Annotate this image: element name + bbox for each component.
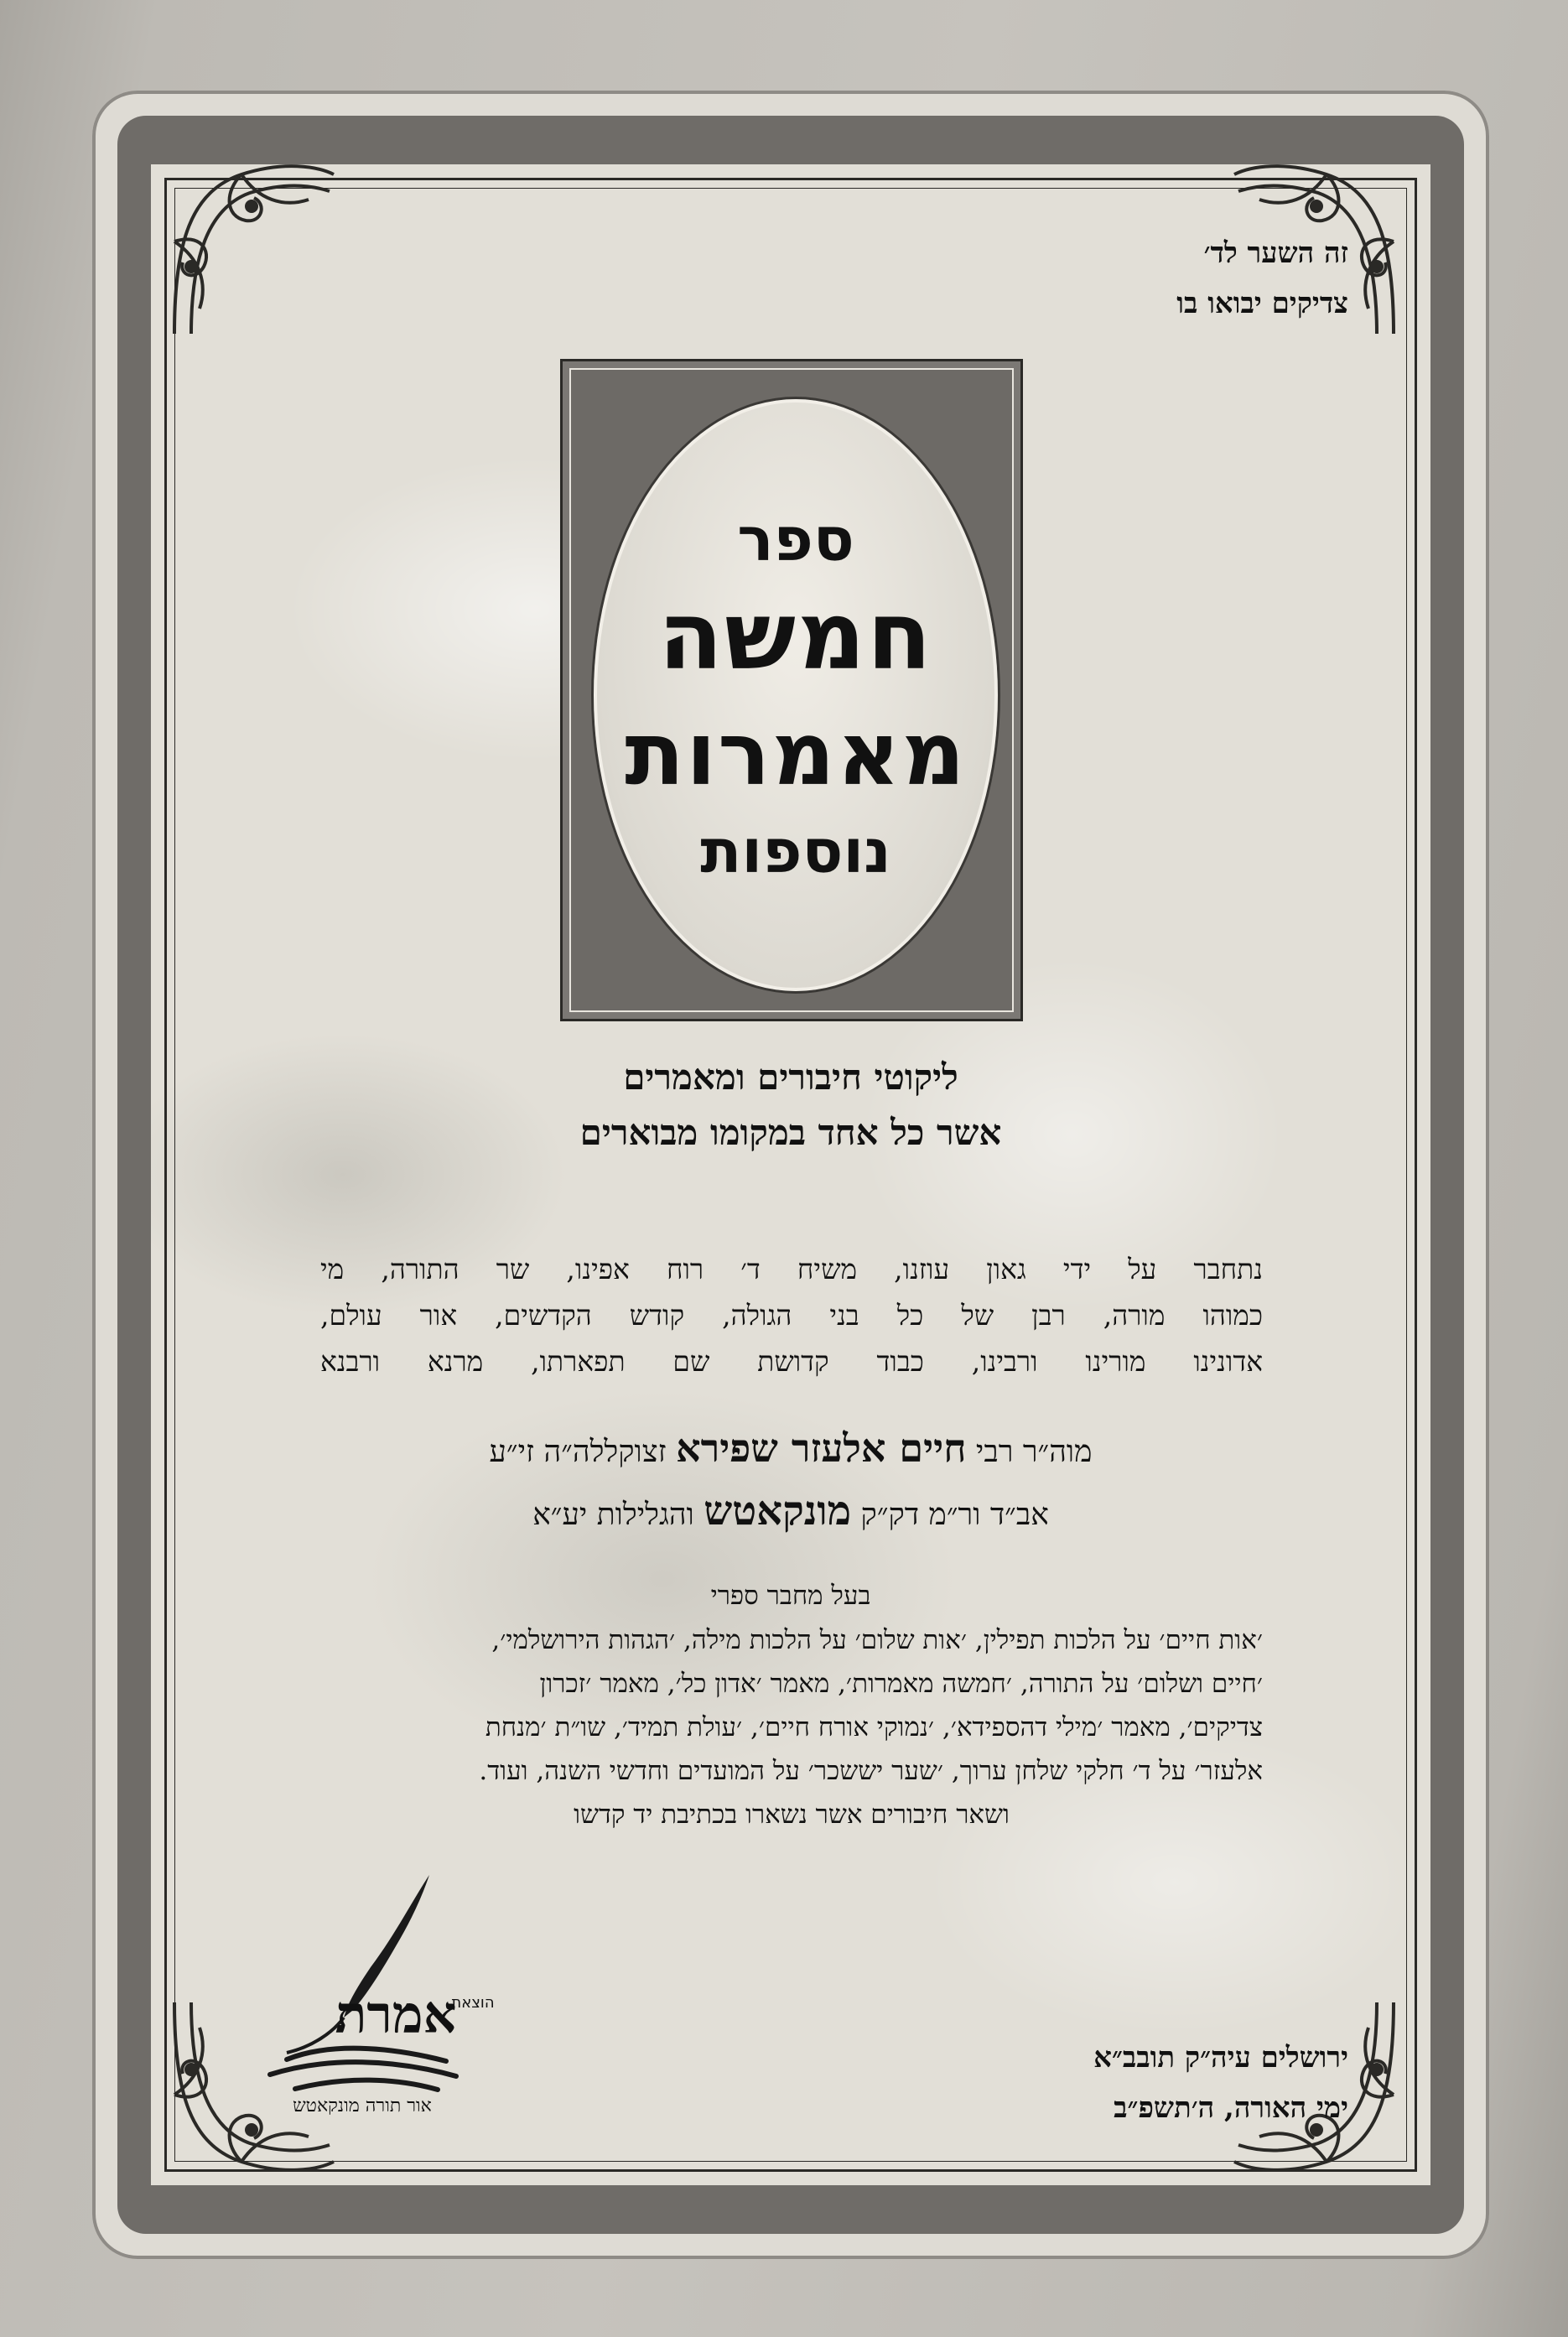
author-intro-line-2: כמוהו מורה, רבן של כל בני הגולה, קודש הקדשים, אור עולם, <box>320 1299 1264 1332</box>
publisher-logo-word: אמרת <box>335 1984 457 2045</box>
author-name-line-2 <box>151 1482 1430 1545</box>
corner-ornament-top-left <box>141 141 350 351</box>
author-intro <box>320 1246 1263 1384</box>
publisher-label: הוצאת <box>451 1994 495 2012</box>
title-line-2: חמשה <box>658 582 933 691</box>
motto <box>1176 228 1348 329</box>
works-line-3: צדיקים׳, מאמר ׳מילי דהספידא׳, ׳נמוקי אורח חיים׳, ׳עולת תמיד׳, שו״ת ׳מנחת <box>485 1712 1263 1742</box>
place-date <box>1093 2033 1348 2133</box>
author-full-name: חיים אלעזר שפירא <box>676 1426 967 1471</box>
works-heading: בעל מחבר ספרי <box>710 1581 871 1611</box>
works-line-2: ׳חיים ושלום׳ על התורה, ׳חמשה מאמרות׳, מאמר ׳אדון כל׳, מאמר ׳זכרון <box>539 1669 1263 1699</box>
author-honorific: זצוקללה״ה זי״ע <box>489 1435 667 1469</box>
place-line: ירושלים עיה״ק תובב״א <box>1093 2041 1348 2075</box>
title-line-3: מאמרות <box>625 703 967 805</box>
publisher-line: אור תורה מונקאטש <box>293 2096 432 2116</box>
subtitle <box>151 1050 1430 1161</box>
works-list <box>320 1618 1263 1836</box>
publisher-logo <box>236 1867 505 2118</box>
works-line-1: ׳אות חיים׳ על הלכות תפילין, ׳אות שלום׳ על הלכות מילה, ׳הגהות הירושלמי׳, <box>491 1625 1263 1655</box>
title-oval <box>594 399 998 991</box>
quill-logo-icon <box>236 1867 505 2118</box>
motto-line-1: זה השער לד׳ <box>1203 236 1348 270</box>
title-line-1: ספר <box>737 504 854 574</box>
subtitle-line-1: ליקוטי חיבורים ומאמרים <box>623 1057 958 1098</box>
author-name-line-1 <box>151 1419 1430 1482</box>
subtitle-line-2: אשר כל אחד במקומו מבוארים <box>579 1112 1002 1153</box>
title-line-4: נוספות <box>700 816 891 886</box>
scroll-ornament-icon <box>141 141 350 351</box>
date-line: ימי האורה, ה׳תשפ״ב <box>1114 2091 1348 2125</box>
works-line-5: ושאר חיבורים אשר נשארו בכתיבת יד קדשו <box>574 1799 1010 1830</box>
author-intro-line-3: אדונינו מורינו ורבינו, כבוד קדושת שם תפארתו, מרנא ורבנא <box>320 1345 1263 1378</box>
author-city: מונקאטש <box>704 1488 852 1535</box>
author-intro-line-1: נתחבר על ידי גאון עוזנו, משיח ד׳ רוח אפינו, שר התורה, מי <box>320 1253 1263 1285</box>
works-line-4: אלעזר׳ על ד׳ חלקי שלחן ערוך, ׳שער יששכר׳ על המועדים וחדשי השנה, ועוד. <box>479 1756 1263 1786</box>
motto-line-2: צדיקים יבואו בו <box>1176 287 1348 320</box>
author-title: אב״ד ור״מ דק״ק <box>860 1498 1049 1532</box>
author-region: והגלילות יע״א <box>532 1498 694 1532</box>
author-name <box>151 1419 1430 1545</box>
author-prefix: מוה״ר רבי <box>975 1435 1093 1469</box>
